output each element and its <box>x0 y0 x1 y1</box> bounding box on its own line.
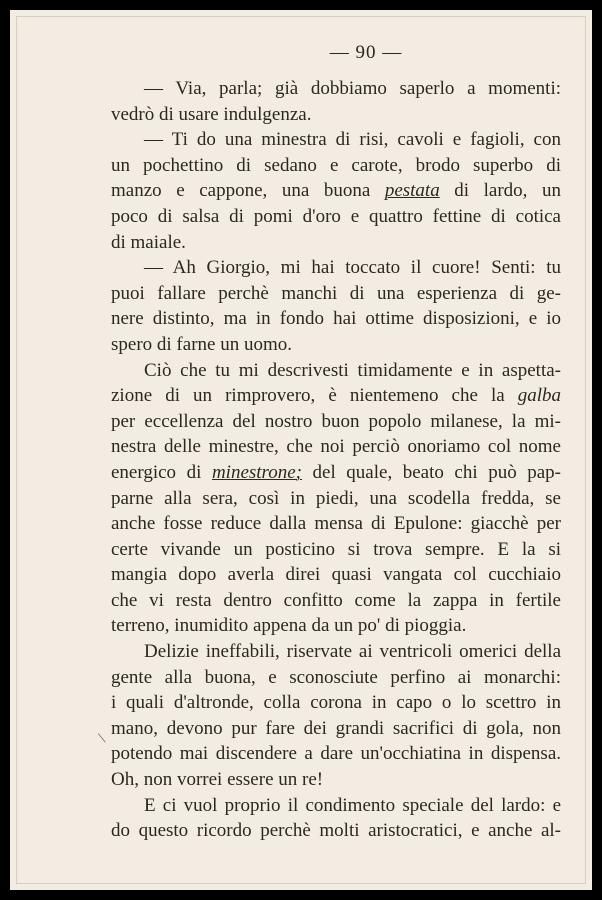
text-segment: zione di un rimprovero, è nientemeno che la <box>111 385 518 407</box>
text-line: per eccellenza del nostro buon popolo milanese, la mi- <box>111 410 561 432</box>
text-line: che vi resta dentro confitto come la zappa in fertile <box>111 589 561 611</box>
text-line: — Via, parla; già dobbiamo saperlo a momenti: <box>144 78 561 99</box>
text-line: Delizie ineffabili, riservate ai ventricoli omerici della <box>144 641 561 663</box>
text-line: di maiale. <box>111 231 186 253</box>
text-line: — Ti do una minestra di risi, cavoli e fagioli, con <box>144 129 561 151</box>
text-line: i quali d'altronde, colla corona in capo o lo scettro in <box>111 692 561 714</box>
text-line: potendo mai discendere a dare un'occhiatina in dispensa. <box>111 743 561 765</box>
text-line: puoi fallare perchè manchi di una esperienza di ge- <box>111 282 561 304</box>
text-segment: manzo e cappone, una buona <box>111 180 385 202</box>
text-line: — Ah Giorgio, mi hai toccato il cuore! Senti: tu <box>144 257 561 279</box>
text-line: do questo ricordo perchè molti aristocratici, e anche al- <box>111 820 561 842</box>
margin-pencil-mark: \ <box>97 729 108 748</box>
text-line: mano, devono pur fare dei grandi sacrifici di gola, non <box>111 717 561 739</box>
text-segment: del quale, beato chi può pap- <box>302 461 561 483</box>
emphasized-word: galba <box>517 385 561 407</box>
text-segment: di lardo, un <box>439 180 561 202</box>
text-line: certe vivande un posticino si trova sempre. E la si <box>111 538 561 560</box>
text-line <box>111 178 561 204</box>
page-number: — 90 — <box>329 42 403 63</box>
text-segment: energico di <box>111 461 212 483</box>
text-line: nestra delle minestre, che noi perciò onoriamo col nome <box>111 436 561 458</box>
text-line: spero di farne un uomo. <box>111 333 292 355</box>
text-line: E ci vuol proprio il condimento speciale del lardo: e <box>144 794 561 816</box>
text-line: parne alla sera, così in piedi, una scodella fredda, se <box>111 487 561 509</box>
emphasized-word: pestata <box>384 180 440 202</box>
text-line: anche fosse reduce dalla mensa di Epulone: giacchè per <box>111 513 561 535</box>
text-line: mangia dopo averla direi quasi vangata col cucchiaio <box>111 564 561 586</box>
body-text <box>111 76 561 844</box>
text-line <box>111 460 561 486</box>
text-line <box>111 383 561 409</box>
text-line: Ciò che tu mi descrivesti timidamente e in aspetta- <box>144 359 561 381</box>
text-line: un pochettino di sedano e carote, brodo superbo di <box>111 154 561 176</box>
text-line: Oh, non vorrei essere un re! <box>111 769 324 791</box>
text-line: nere distinto, ma in fondo hai ottime disposizioni, e io <box>111 308 561 330</box>
text-line: poco di salsa di pomi d'oro e quattro fettine di cotica <box>111 205 561 227</box>
text-line: terreno, inumidito appena da un po' di pioggia. <box>111 615 467 637</box>
text-line: gente alla buona, e sconosciute perfino ai monarchi: <box>111 666 561 688</box>
emphasized-word: minestrone; <box>211 461 302 483</box>
book-page <box>10 10 592 890</box>
text-line: vedrò di usare indulgenza. <box>111 103 312 125</box>
